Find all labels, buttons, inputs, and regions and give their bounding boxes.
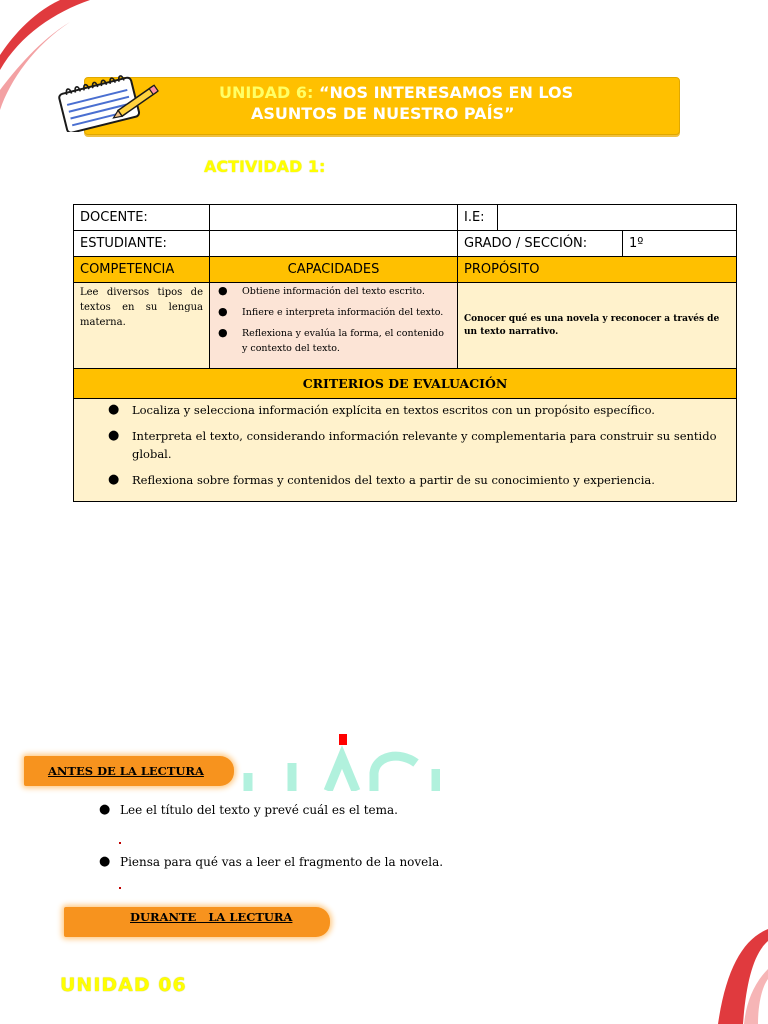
competencia-text: Lee diversos tipos de textos en su lengua materna. [74, 283, 210, 369]
ie-label: I.E: [458, 205, 498, 231]
list-item: ● Localiza y selecciona información explícita en textos escritos con un propósito específico. [80, 401, 730, 419]
table-row [74, 257, 737, 283]
table-row [74, 399, 737, 502]
grado-label: GRADO / SECCIÓN: [458, 231, 623, 257]
unit-title-part1: “NOS INTERESAMOS EN LOS [318, 83, 574, 102]
table-row [74, 283, 737, 369]
proposito-header: PROPÓSITO [458, 257, 737, 283]
activity-title: ACTIVIDAD 1: [204, 157, 326, 176]
footer-unit-label: UNIDAD 06 [60, 974, 187, 996]
durante-label-text: DURANTE LA LECTURA [130, 910, 293, 924]
unit-title-banner [84, 77, 680, 135]
list-item: ● Interpreta el texto, considerando información relevante y complementaria para construir su sentido global. [80, 427, 730, 463]
criterios-header: CRITERIOS DE EVALUACIÓN [74, 369, 737, 399]
table-row [74, 231, 737, 257]
red-dot [119, 887, 121, 889]
estudiante-label: ESTUDIANTE: [74, 231, 210, 257]
antes-label-text: ANTES DE LA LECTURA [48, 764, 204, 778]
banner-title-line1 [219, 83, 573, 102]
unit-title-part2: ASUNTOS DE NUESTRO PAÍS” [251, 104, 515, 123]
list-item: ● Reflexiona y evalúa la forma, el contenido y contexto del texto. [216, 326, 451, 356]
antes-section-label [24, 756, 234, 786]
list-item: ● Reflexiona sobre formas y contenidos del texto a partir de su conocimiento y experiencia. [80, 471, 730, 489]
activity-info-table [73, 204, 737, 502]
grado-field[interactable]: 1º [623, 231, 737, 257]
corner-decoration-bottom-right [708, 929, 768, 1024]
capacidades-cell [210, 283, 458, 369]
table-row [74, 369, 737, 399]
list-item: ● Infiere e interpreta información del texto. [216, 305, 451, 320]
estudiante-field[interactable] [210, 231, 458, 257]
capacidades-header: CAPACIDADES [210, 257, 458, 283]
criterios-cell [74, 399, 737, 502]
docente-field[interactable] [210, 205, 458, 231]
red-dot [119, 842, 121, 844]
competencia-header: COMPETENCIA [74, 257, 210, 283]
notepad-pencil-icon [54, 70, 162, 132]
antes-item-1: ● Lee el título del texto y prevé cuál es el tema. [120, 803, 398, 817]
ie-field[interactable] [498, 205, 737, 231]
unit-label: UNIDAD 6: [219, 83, 314, 102]
docente-label: DOCENTE: [74, 205, 210, 231]
capacidades-list [216, 284, 451, 356]
list-item: ● Obtiene información del texto escrito. [216, 284, 451, 299]
antes-item-2: ● Piensa para qué vas a leer el fragmento de la novela. [120, 855, 443, 869]
watermark-graphic [240, 743, 440, 791]
table-row [74, 205, 737, 231]
durante-section-label [64, 907, 330, 937]
proposito-text: Conocer qué es una novela y reconocer a través de un texto narrativo. [458, 283, 737, 369]
criterios-list [80, 401, 730, 489]
